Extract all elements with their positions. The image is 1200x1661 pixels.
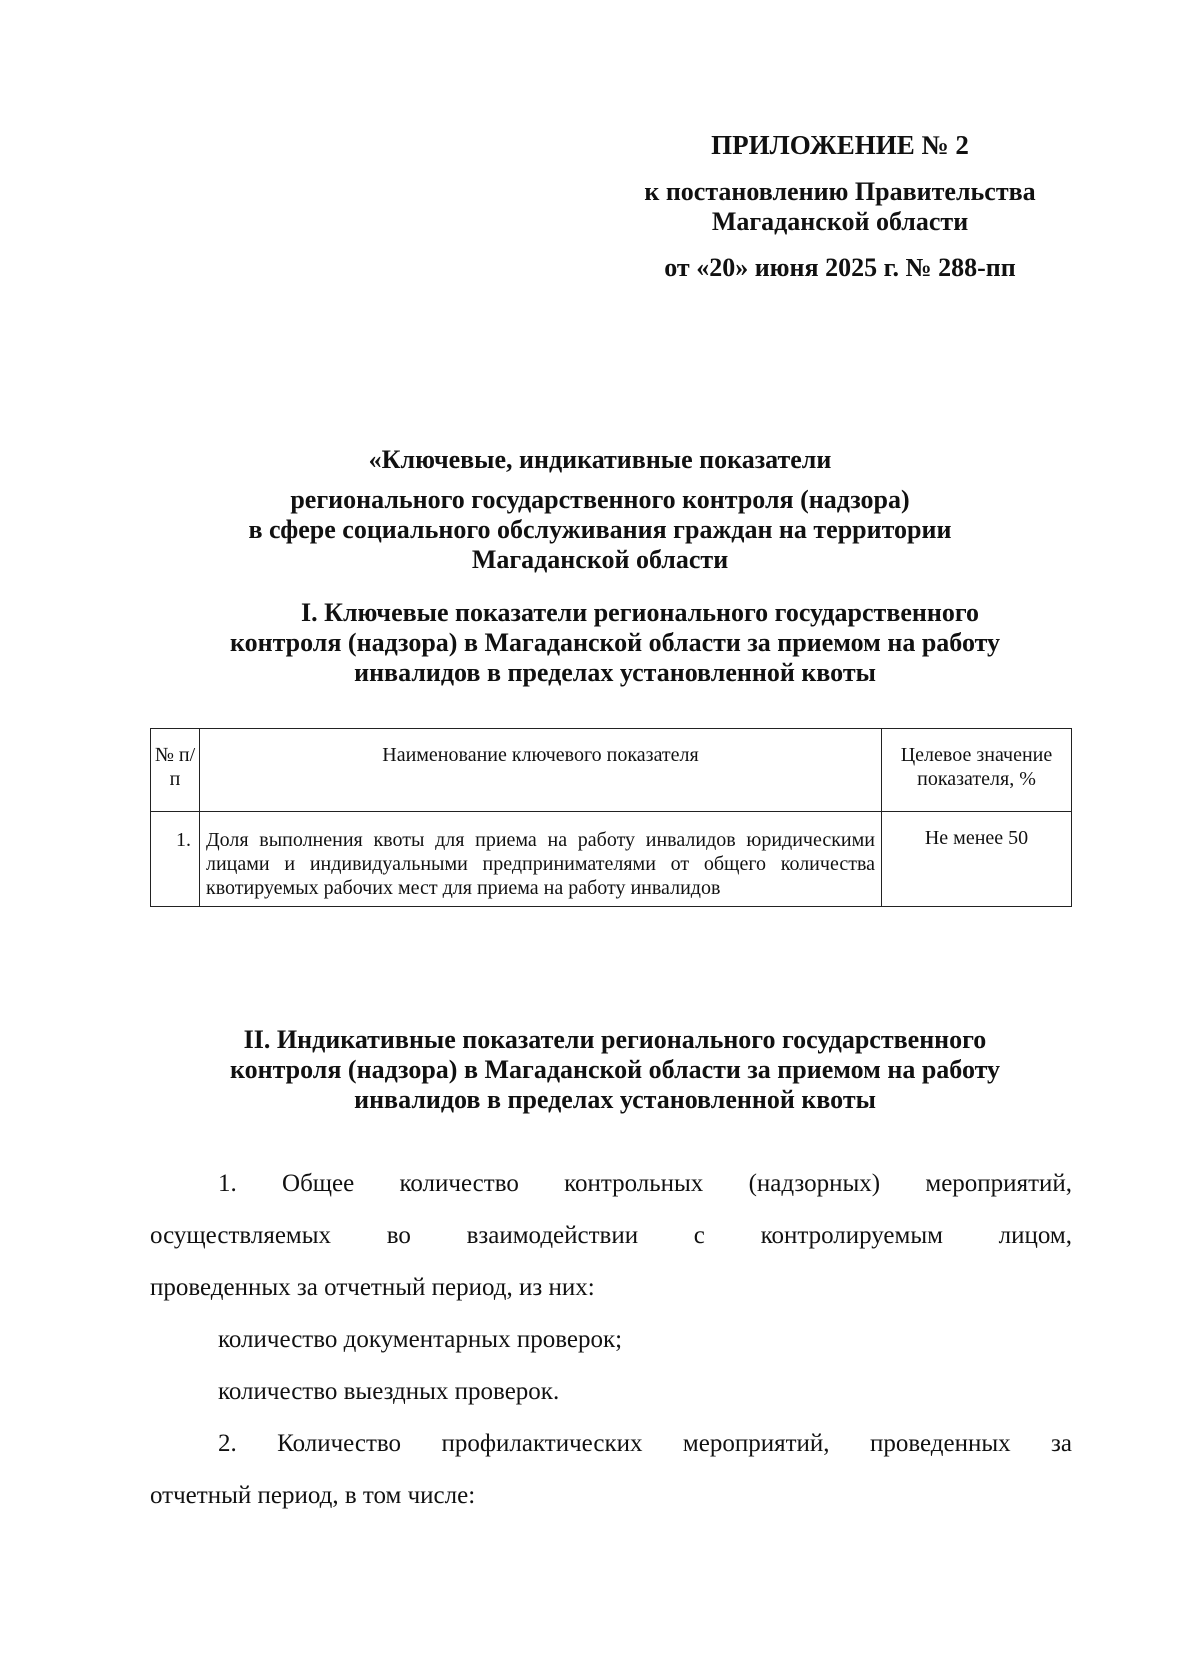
section-1-heading	[150, 598, 1080, 688]
row-num: 1.	[151, 812, 200, 907]
section-1-line-2: контроля (надзора) в Магаданской области за приемом на работу	[229, 628, 1001, 657]
section-2-line-2: контроля (надзора) в Магаданской области за приемом на работу	[229, 1055, 1001, 1084]
section-1-line-3: инвалидов в пределах установленной квоты	[354, 658, 876, 687]
row-value: Не менее 50	[882, 812, 1072, 907]
p1-line-2: осуществляемых во взаимодействии с контролируемым лицом,	[150, 1222, 1072, 1249]
key-indicators-table	[150, 728, 1072, 907]
p2-line-2: отчетный период, в том числе:	[150, 1482, 476, 1509]
header-name: Наименование ключевого показателя	[200, 729, 882, 812]
appendix-header	[600, 130, 1080, 283]
body-text	[150, 1158, 1072, 1522]
document-title	[180, 445, 1020, 575]
header-value: Целевое значение показателя, %	[882, 729, 1072, 812]
paragraph-2	[150, 1418, 1072, 1522]
section-2-line-3: инвалидов в пределах установленной квоты	[354, 1085, 876, 1114]
document-title-line-1: «Ключевые, индикативные показатели	[368, 445, 832, 474]
p1-item-1: количество документарных проверок;	[218, 1326, 623, 1353]
document-title-line-4: Магаданской области	[471, 545, 729, 574]
appendix-title: ПРИЛОЖЕНИЕ № 2	[711, 130, 969, 160]
section-2-heading	[150, 1025, 1080, 1115]
p1-item-2: количество выездных проверок.	[218, 1378, 560, 1405]
row-name: Доля выполнения квоты для приема на работу инвалидов юридическими лицами и индивидуальными предпринимателями от общего количества квотируемых рабочих мест для приема на работу инвалидов	[200, 812, 882, 907]
section-1-line-1: I. Ключевые показатели регионального государственного	[300, 598, 980, 627]
appendix-line-1: к постановлению Правительства	[644, 177, 1036, 206]
document-title-line-3: в сфере социального обслуживания граждан на территории	[248, 515, 952, 544]
header-num: № п/п	[151, 729, 200, 812]
paragraph-1	[150, 1158, 1072, 1418]
p1-line-3: проведенных за отчетный период, из них:	[150, 1274, 595, 1301]
p2-line-1: 2. Количество профилактических мероприятий, проведенных за	[218, 1430, 1072, 1457]
table-row	[151, 812, 1072, 907]
section-2-line-1: II. Индикативные показатели регионального государственного	[243, 1025, 987, 1054]
table-header-row	[151, 729, 1072, 812]
document-title-line-2: регионального государственного контроля (надзора)	[290, 485, 910, 514]
appendix-line-2: Магаданской области	[711, 207, 969, 236]
p1-line-1: 1. Общее количество контрольных (надзорных) мероприятий,	[218, 1170, 1072, 1197]
appendix-date: от «20» июня 2025 г. № 288-пп	[664, 253, 1016, 282]
